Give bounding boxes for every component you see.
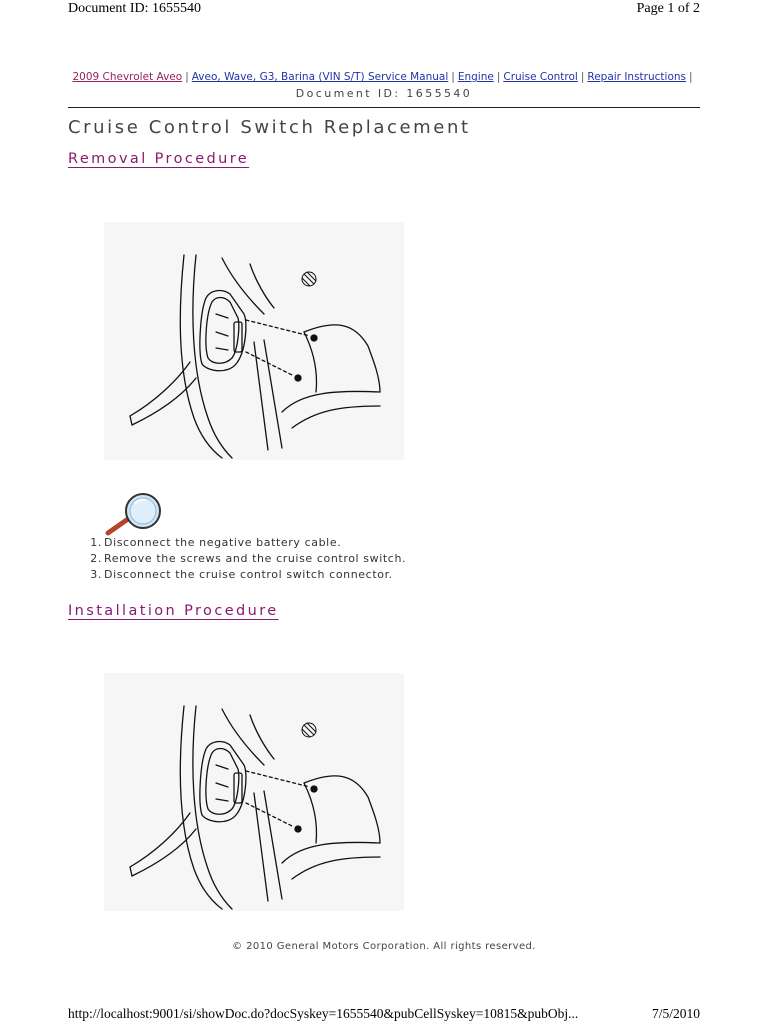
print-footer bbox=[68, 1006, 700, 1022]
breadcrumb bbox=[68, 71, 700, 83]
breadcrumb-separator: | bbox=[580, 71, 585, 83]
list-item: 1. Disconnect the negative battery cable. bbox=[90, 536, 342, 549]
breadcrumb-separator: | bbox=[496, 71, 501, 83]
removal-steps bbox=[68, 535, 406, 583]
print-page-number: Page 1 of 2 bbox=[636, 1, 700, 16]
installation-illustration bbox=[104, 673, 404, 911]
list-item: 2. Remove the screws and the cruise control switch. bbox=[90, 552, 407, 565]
header-divider bbox=[68, 107, 700, 108]
breadcrumb-separator: | bbox=[185, 71, 189, 83]
print-url: http://localhost:9001/si/showDoc.do?docSyskey=1655540&pubCellSyskey=10815&pubObj... bbox=[68, 1006, 579, 1021]
page-title: Cruise Control Switch Replacement bbox=[68, 117, 471, 138]
breadcrumb-separator: | bbox=[689, 71, 693, 83]
magnifying-glass-icon[interactable] bbox=[104, 491, 166, 537]
breadcrumb-service-manual[interactable]: Aveo, Wave, G3, Barina (VIN S/T) Service Manual bbox=[191, 71, 449, 83]
removal-illustration bbox=[104, 222, 404, 460]
copyright-notice: © 2010 General Motors Corporation. All rights reserved. bbox=[232, 941, 536, 952]
breadcrumb-vehicle[interactable]: 2009 Chevrolet Aveo bbox=[72, 71, 183, 83]
removal-procedure-heading: Removal Procedure bbox=[68, 151, 250, 167]
print-date: 7/5/2010 bbox=[651, 1006, 700, 1021]
installation-procedure-heading: Installation Procedure bbox=[68, 603, 279, 619]
print-header bbox=[68, 1, 700, 17]
list-item: 3. Disconnect the cruise control switch connector. bbox=[90, 568, 393, 581]
breadcrumb-cruise-control[interactable]: Cruise Control bbox=[503, 71, 578, 83]
print-document-id: Document ID: 1655540 bbox=[68, 1, 201, 16]
breadcrumb-separator: | bbox=[451, 71, 455, 83]
document-id: Document ID: 1655540 bbox=[295, 87, 473, 100]
breadcrumb-engine[interactable]: Engine bbox=[457, 71, 494, 83]
breadcrumb-repair-instructions[interactable]: Repair Instructions bbox=[587, 71, 686, 83]
